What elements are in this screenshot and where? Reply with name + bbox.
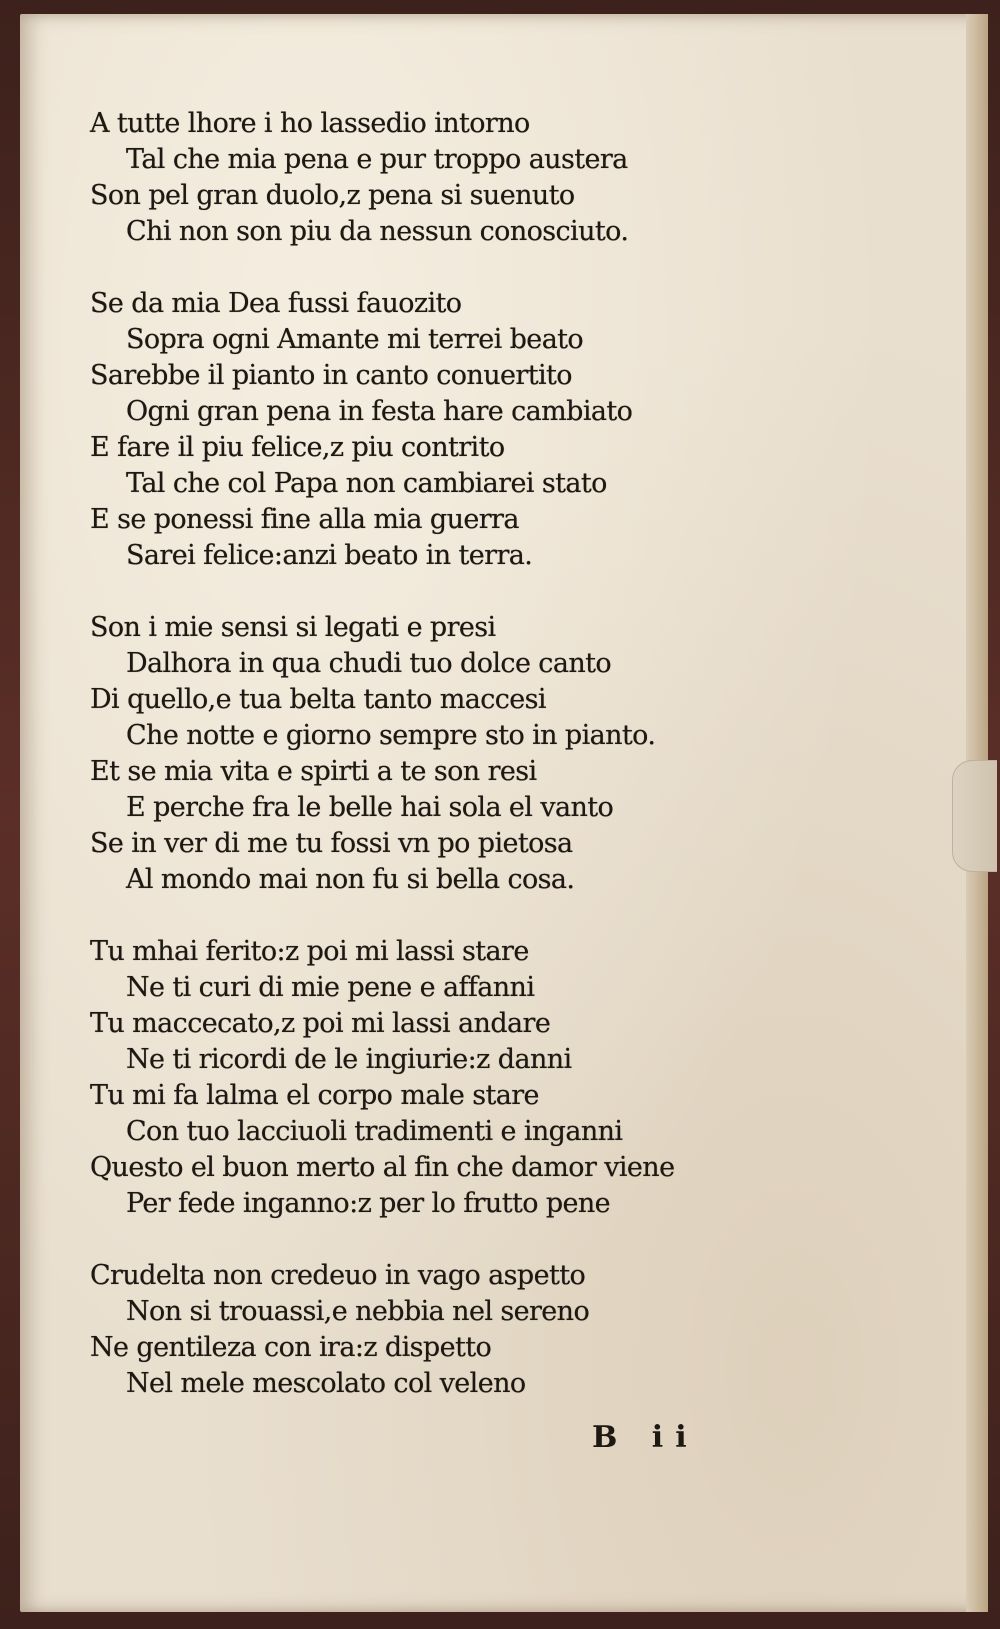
verse-line: Sarebbe il pianto in canto conuertito [90, 360, 572, 391]
verse-line: E perche fra le belle hai sola el vanto [126, 792, 614, 823]
verse-line: Ne ti curi di mie pene e affanni [126, 972, 535, 1003]
verse-line: E se ponessi fine alla mia guerra [90, 504, 519, 535]
verse-line: Ogni gran pena in festa hare cambiato [126, 396, 633, 427]
verse-line: E fare il piu felice,z piu contrito [90, 432, 505, 463]
verse-line: Nel mele mescolato col veleno [126, 1368, 526, 1399]
verse-line: Chi non son piu da nessun conosciuto. [126, 216, 629, 247]
verse-line: Ne gentileza con ira:z dispetto [90, 1332, 492, 1363]
verse-line: Per fede inganno:z per lo frutto pene [126, 1188, 611, 1219]
verse-line: Son pel gran duolo,z pena si suenuto [90, 180, 575, 211]
verse-line: Tu mhai ferito:z poi mi lassi stare [90, 936, 529, 967]
stanza-5 [90, 1258, 810, 1402]
verse-line: Tu maccecato,z poi mi lassi andare [90, 1008, 551, 1039]
verse-line: Di quello,e tua belta tanto maccesi [90, 684, 546, 715]
poem-text [90, 106, 810, 1438]
signature-mark: B ii [592, 1420, 699, 1455]
verse-line: Tal che mia pena e pur troppo austera [126, 144, 628, 175]
verse-line: Et se mia vita e spirti a te son resi [90, 756, 537, 787]
stanza-4 [90, 934, 810, 1222]
verse-line: Tu mi fa lalma el corpo male stare [90, 1080, 539, 1111]
verse-line: Sopra ogni Amante mi terrei beato [126, 324, 584, 355]
verse-line: Son i mie sensi si legati e presi [90, 612, 496, 643]
verse-line: Sarei felice:anzi beato in terra. [126, 540, 533, 571]
verse-line: Dalhora in qua chudi tuo dolce canto [126, 648, 612, 679]
verse-line: Questo el buon merto al fin che damor viene [90, 1152, 675, 1183]
verse-line: Con tuo lacciuoli tradimenti e inganni [126, 1116, 623, 1147]
verse-line: Se da mia Dea fussi fauozito [90, 288, 462, 319]
stanza-2 [90, 286, 810, 574]
verse-line: Non si trouassi,e nebbia nel sereno [126, 1296, 590, 1327]
book-page [20, 14, 988, 1612]
verse-line: Tal che col Papa non cambiarei stato [126, 468, 607, 499]
verse-line: Che notte e giorno sempre sto in pianto. [126, 720, 656, 751]
stanza-1 [90, 106, 810, 250]
verse-line: Al mondo mai non fu si bella cosa. [126, 864, 575, 895]
verse-line: Se in ver di me tu fossi vn po pietosa [90, 828, 573, 859]
page-tab [952, 760, 997, 872]
verse-line: Ne ti ricordi de le ingiurie:z danni [126, 1044, 572, 1075]
verse-line: Crudelta non credeuo in vago aspetto [90, 1260, 586, 1291]
stanza-3 [90, 610, 810, 898]
verse-line: A tutte lhore i ho lassedio intorno [90, 108, 530, 139]
